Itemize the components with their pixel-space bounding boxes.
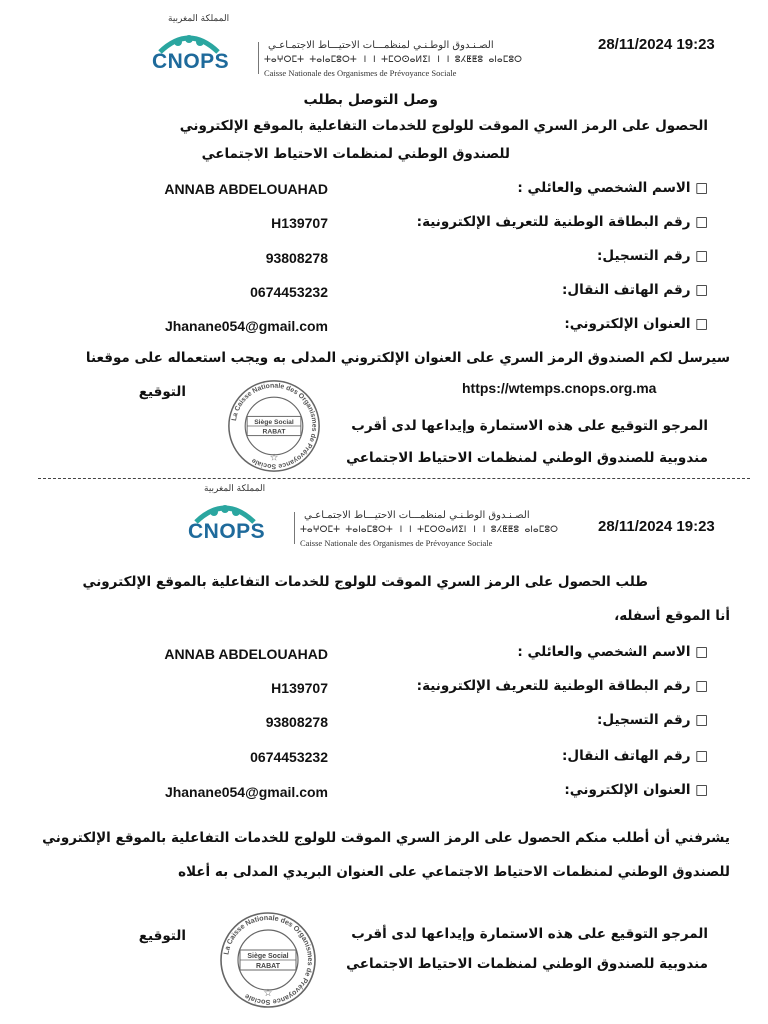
request-instruction-2: مندوبية للصندوق الوطني لمنظمات الاحتياط الاجتماعي bbox=[346, 956, 708, 972]
request-instruction-1: المرجو التوقيع على هذه الاستمارة وإيداعها لدى أقرب bbox=[351, 926, 708, 942]
receipt-field-registration-value: 93808278 bbox=[265, 250, 328, 266]
brand-name: CNOPS bbox=[152, 50, 230, 73]
website-link[interactable]: https://wtemps.cnops.org.ma bbox=[462, 380, 657, 396]
checkbox-icon: □ bbox=[695, 316, 708, 332]
receipt-field-cin-value: H139707 bbox=[271, 215, 328, 231]
request-body-1: يشرفني أن أطلب منكم الحصول على الرمز السري الموقت للولوج للخدمات التفاعلية بالموقع الإلكتروني bbox=[42, 830, 730, 846]
svg-text:RABAT: RABAT bbox=[256, 963, 280, 970]
fund-name-fr: Caisse Nationale des Organismes de Prévoyance Sociale bbox=[300, 538, 493, 548]
request-field-phone-label: □ رقم الهاتف النقال: bbox=[562, 748, 708, 764]
receipt-subtitle-1: الحصول على الرمز السري الموقت للولوج للخدمات التفاعلية بالموقع الإلكتروني bbox=[179, 118, 708, 134]
request-field-name-label: □ الاسم الشخصي والعائلي : bbox=[517, 644, 708, 660]
request-intro: أنا الموقع أسفله، bbox=[614, 608, 730, 624]
request-field-phone-value: 0674453232 bbox=[250, 749, 328, 765]
official-stamp-icon bbox=[218, 910, 318, 1010]
checkbox-icon: □ bbox=[695, 282, 708, 298]
request-field-email-label: □ العنوان الإلكتروني: bbox=[564, 782, 708, 798]
checkbox-icon: □ bbox=[695, 180, 708, 196]
official-stamp-icon bbox=[226, 378, 322, 474]
receipt-signature-label: التوقيع bbox=[138, 384, 186, 400]
datetime-2: 28/11/2024 19:23 bbox=[598, 518, 715, 535]
request-field-email-value: Jhanane054@gmail.com bbox=[164, 784, 328, 800]
header-logo bbox=[150, 12, 550, 78]
svg-text:Siège Social: Siège Social bbox=[254, 419, 294, 427]
receipt-field-registration-label: □ رقم التسجيل: bbox=[597, 248, 708, 264]
checkbox-icon: □ bbox=[695, 782, 708, 798]
checkbox-icon: □ bbox=[695, 712, 708, 728]
svg-text:La Caisse Nationale des Organi: La Caisse Nationale des Organismes de Prévoyance Sociale bbox=[230, 382, 318, 470]
receipt-field-email-label: □ العنوان الإلكتروني: bbox=[564, 316, 708, 332]
request-field-cin-label: □ رقم البطاقة الوطنية للتعريف الإلكترونية: bbox=[416, 678, 708, 694]
checkbox-icon: □ bbox=[695, 644, 708, 660]
receipt-instruction-2: مندوبية للصندوق الوطني لمنظمات الاحتياط الاجتماعي bbox=[346, 450, 708, 466]
svg-text:La Caisse Nationale des Organi: La Caisse Nationale des Organismes de Prévoyance Sociale bbox=[221, 912, 316, 1008]
receipt-field-name-label: □ الاسم الشخصي والعائلي : bbox=[517, 180, 708, 196]
request-field-name-value: ANNAB ABDELOUAHAD bbox=[164, 646, 328, 662]
svg-text:☆: ☆ bbox=[269, 452, 279, 464]
brand-name: CNOPS bbox=[188, 520, 266, 543]
header-logo-2 bbox=[186, 482, 586, 548]
checkbox-icon: □ bbox=[695, 748, 708, 764]
receipt-field-phone-value: 0674453232 bbox=[250, 284, 328, 300]
checkbox-icon: □ bbox=[695, 214, 708, 230]
receipt-field-name-value: ANNAB ABDELOUAHAD bbox=[164, 181, 328, 197]
receipt-subtitle-2: للصندوق الوطني لمنظمات الاحتياط الاجتماعي bbox=[201, 146, 510, 162]
kingdom-label: المملكة المغربية bbox=[168, 14, 230, 24]
receipt-field-email-value: Jhanane054@gmail.com bbox=[164, 318, 328, 334]
datetime: 28/11/2024 19:23 bbox=[598, 36, 715, 53]
request-title: طلب الحصول على الرمز السري الموقت للولوج للخدمات التفاعلية بالموقع الإلكتروني bbox=[82, 574, 648, 590]
request-body-2: للصندوق الوطني لمنظمات الاحتياط الاجتماعي على العنوان البريدي المدلى به أعلاه bbox=[178, 864, 730, 880]
fund-name-tfng: ⵜⴰⵖⵔⵎⵜ ⵜⴰⵏⴰⵎⵓⵔⵜ ǀ ⵏ ⵜⵎⵔⵙⴰⵍⵉⵏ ǀ ⵏ ⵓⵃⵟⵟⵓ ⴰⵏⴰⵎⵓⵔ bbox=[264, 55, 523, 65]
fund-name-ar: الصـنـدوق الوطـنـي لمنظمـــات الاحتيـــاط الاجتمـاعـي bbox=[268, 40, 494, 51]
receipt-field-phone-label: □ رقم الهاتف النقال: bbox=[562, 282, 708, 298]
fund-name-tfng: ⵜⴰⵖⵔⵎⵜ ⵜⴰⵏⴰⵎⵓⵔⵜ ǀ ⵏ ⵜⵎⵔⵙⴰⵍⵉⵏ ǀ ⵏ ⵓⵃⵟⵟⵓ ⴰⵏⴰⵎⵓⵔ bbox=[300, 525, 559, 535]
svg-text:Siège Social: Siège Social bbox=[247, 953, 289, 960]
kingdom-label: المملكة المغربية bbox=[204, 484, 266, 494]
receipt-instruction-1: المرجو التوقيع على هذه الاستمارة وإيداعها لدى أقرب bbox=[351, 418, 708, 434]
cut-line bbox=[38, 478, 750, 479]
receipt-notice: سيرسل لكم الصندوق الرمز السري على العنوان الإلكتروني المدلى به ويجب استعماله على موقعنا bbox=[85, 350, 730, 366]
checkbox-icon: □ bbox=[695, 678, 708, 694]
request-signature-label: التوقيع bbox=[138, 928, 186, 944]
receipt-title: وصل التوصل بطلب bbox=[303, 92, 438, 108]
svg-text:☆: ☆ bbox=[263, 988, 273, 999]
svg-text:RABAT: RABAT bbox=[262, 428, 286, 436]
request-field-registration-label: □ رقم التسجيل: bbox=[597, 712, 708, 728]
receipt-field-cin-label: □ رقم البطاقة الوطنية للتعريف الإلكترونية: bbox=[416, 214, 708, 230]
request-field-registration-value: 93808278 bbox=[265, 714, 328, 730]
fund-name-fr: Caisse Nationale des Organismes de Prévoyance Sociale bbox=[264, 68, 457, 78]
checkbox-icon: □ bbox=[695, 248, 708, 264]
request-field-cin-value: H139707 bbox=[271, 680, 328, 696]
fund-name-ar: الصـنـدوق الوطـنـي لمنظمـــات الاحتيـــاط الاجتمـاعـي bbox=[304, 510, 530, 521]
